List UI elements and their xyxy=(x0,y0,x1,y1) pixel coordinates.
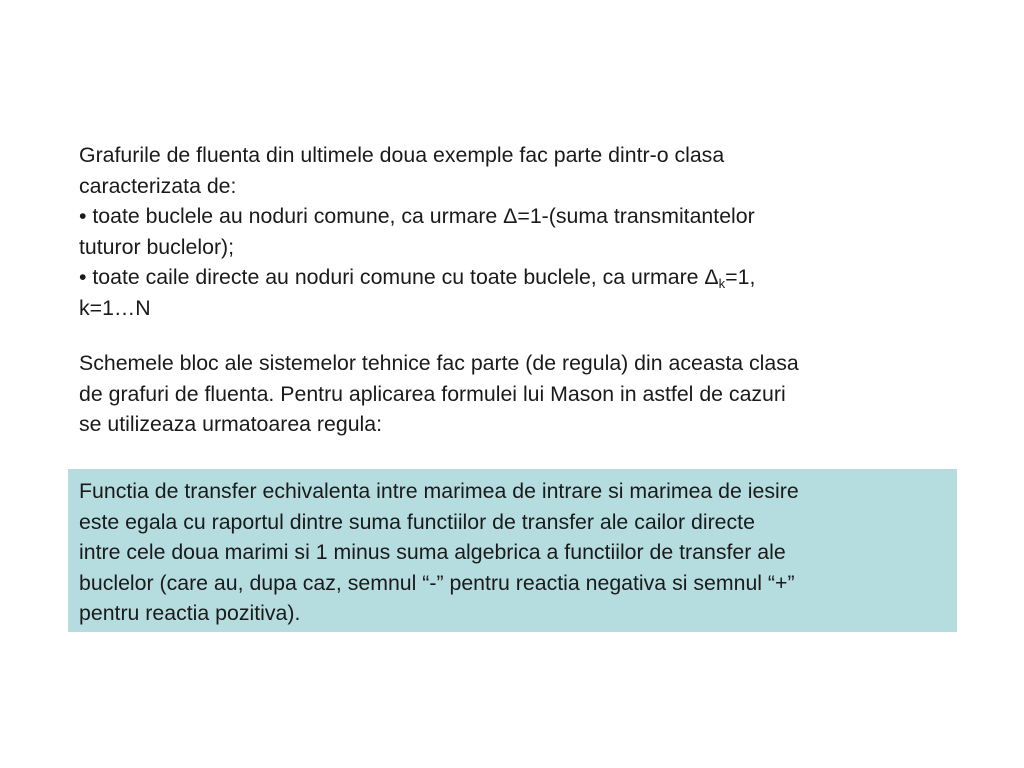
bullet-text-suffix: =1, xyxy=(725,265,756,289)
bullet-item-continuation: tuturor buclelor); xyxy=(79,234,235,259)
paragraph-line: Schemele bloc ale sistemelor tehnice fac parte (de regula) din aceasta clasa xyxy=(79,351,799,375)
rule-callout-box xyxy=(68,469,957,632)
intro-line: caracterizata de: xyxy=(79,173,237,198)
paragraph-line: de grafuri de fluenta. Pentru aplicarea formulei lui Mason in astfel de cazuri xyxy=(79,381,786,406)
paragraph-line: se utilizeaza urmatoarea regula: xyxy=(79,412,383,436)
bullet-item xyxy=(79,262,959,293)
callout-line: buclelor (care au, dupa caz, semnul “-” pentru reactia negativa si semnul “+” xyxy=(79,570,795,595)
callout-line: este egala cu raportul dintre suma functiilor de transfer ale cailor directe xyxy=(79,509,755,534)
intro-line: Grafurile de fluenta din ultimele doua exemple fac parte dintr-o clasa xyxy=(79,143,725,167)
delta-subscript: k xyxy=(718,276,726,291)
bullet-item: • toate buclele au noduri comune, ca urmare Δ=1-(suma transmitantelor xyxy=(79,204,755,228)
bullet-text: • toate caile directe au noduri comune cu toate buclele, ca urmare Δ xyxy=(79,265,719,289)
rule-intro-paragraph xyxy=(79,348,959,440)
callout-line: pentru reactia pozitiva). xyxy=(79,601,301,625)
callout-line: Functia de transfer echivalenta intre marimea de intrare si marimea de iesire xyxy=(79,479,799,503)
intro-paragraph xyxy=(79,140,959,323)
callout-line: intre cele doua marimi si 1 minus suma algebrica a functiilor de transfer ale xyxy=(79,540,786,564)
bullet-item-continuation: k=1…N xyxy=(79,295,151,320)
